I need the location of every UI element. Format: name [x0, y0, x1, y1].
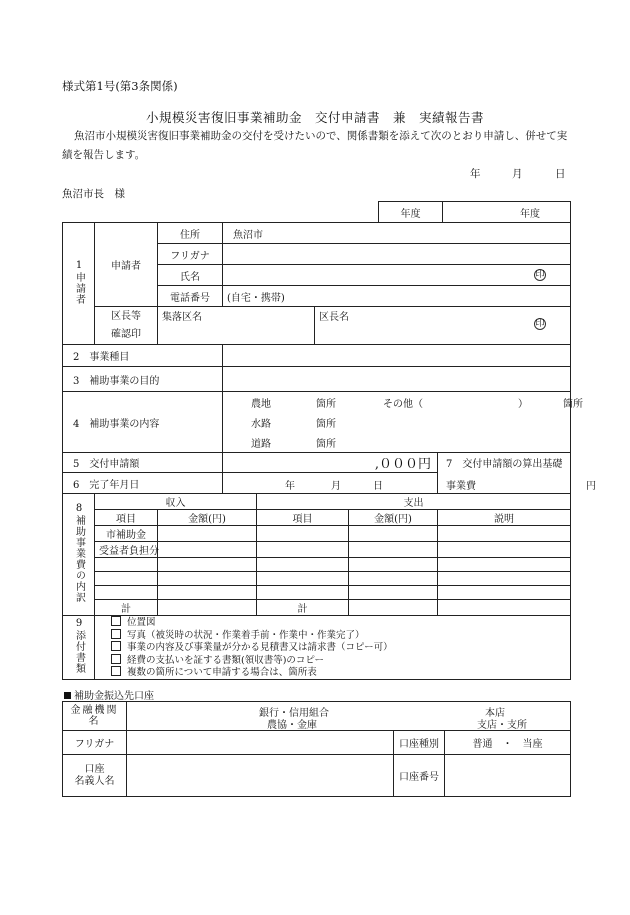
attachment-item: 経費の支払いを証する書類(領収書等)のコピー — [111, 654, 566, 667]
table-row — [63, 600, 571, 616]
account-type-field[interactable]: 普通 ・ 当座 — [445, 731, 571, 755]
expense-total-cell[interactable] — [349, 600, 438, 616]
expense-amount-cell[interactable] — [349, 526, 438, 542]
institution-field[interactable]: 銀行・信用組合 農協・金庫 本店 支店・支所 — [127, 702, 571, 731]
expense-amount-cell[interactable] — [349, 558, 438, 572]
income-amount-cell[interactable] — [158, 586, 257, 600]
expense-total-label: 計 — [257, 600, 349, 616]
fiscal-year-label: 年度 — [379, 202, 443, 223]
fiscal-year-table — [378, 201, 571, 223]
project-purpose-field[interactable] — [223, 367, 571, 392]
table-row — [63, 526, 571, 542]
section-4-label: 4 補助事業の内容 — [63, 392, 223, 453]
attachment-item: 位置図 — [111, 616, 566, 629]
income-total-cell[interactable] — [158, 600, 257, 616]
address-label: 住所 — [158, 223, 223, 244]
bank-furigana-field[interactable] — [127, 731, 394, 755]
furigana-label: フリガナ — [158, 244, 223, 265]
expense-item-cell[interactable] — [257, 542, 349, 558]
expense-amount-header: 金額(円) — [349, 510, 438, 526]
section-8-label-cell: 8補助事業費の内訳 — [63, 494, 95, 616]
attachments-list — [95, 616, 571, 680]
table-row — [63, 558, 571, 572]
description-cell[interactable] — [438, 558, 571, 572]
account-number-field[interactable] — [445, 755, 571, 797]
income-amount-cell[interactable] — [158, 526, 257, 542]
account-number-label: 口座番号 — [394, 755, 445, 797]
table-row — [63, 572, 571, 586]
income-amount-cell[interactable] — [158, 572, 257, 586]
expense-amount-cell[interactable] — [349, 542, 438, 558]
description-total-cell[interactable] — [438, 600, 571, 616]
requested-amount-field[interactable]: ,０００円 — [223, 453, 438, 473]
income-item-cell[interactable] — [95, 572, 158, 586]
intro-text: 魚沼市小規模災害復旧事業補助金の交付を受けたいので、関係書類を添えて次のとおり申請し、併せて実績を報告します。 — [62, 130, 568, 161]
date-year-label: 年 — [470, 168, 481, 180]
bank-furigana-label: フリガナ — [63, 731, 127, 755]
attachment-item: 複数の箇所について申請する場合は、箇所表 — [111, 666, 566, 679]
section-3-label: 3 補助事業の目的 — [63, 367, 223, 392]
description-header: 説明 — [438, 510, 571, 526]
fiscal-year-field[interactable]: 年度 — [443, 202, 571, 223]
income-header: 収入 — [95, 494, 257, 510]
city-subsidy-label: 市補助金 — [95, 526, 158, 542]
checkbox-icon[interactable] — [111, 629, 121, 639]
checkbox-icon[interactable] — [111, 654, 121, 664]
chief-name-field[interactable]: 区長名 印 — [315, 307, 571, 345]
section-1-label-cell: 1申請者 — [63, 223, 95, 345]
expense-amount-cell[interactable] — [349, 586, 438, 600]
section-5-label: 5 交付申請額 — [63, 453, 223, 473]
section-2-label: 2 事業種目 — [63, 345, 223, 367]
square-bullet-icon — [64, 692, 71, 699]
bank-account-table — [62, 701, 571, 797]
project-content-field[interactable]: 農地 箇所 その他（ ） 箇所 水路 箇所 道路 箇所 — [223, 392, 571, 453]
income-item-cell[interactable] — [95, 586, 158, 600]
description-cell[interactable] — [438, 542, 571, 558]
checkbox-icon[interactable] — [111, 641, 121, 651]
name-label: 氏名 — [158, 265, 223, 286]
section-7-label: 7 交付申請額の算出基礎 — [438, 453, 571, 473]
checkbox-icon[interactable] — [111, 666, 121, 676]
section-9-label-cell: 9添付書類 — [63, 616, 95, 680]
table-row — [63, 542, 571, 558]
application-form-table — [62, 222, 596, 680]
expense-item-cell[interactable] — [257, 558, 349, 572]
income-item-header: 項目 — [95, 510, 158, 526]
account-holder-field[interactable] — [127, 755, 394, 797]
furigana-field[interactable] — [223, 244, 571, 265]
income-item-cell[interactable] — [95, 558, 158, 572]
expense-item-cell[interactable] — [257, 586, 349, 600]
district-name-field[interactable]: 集落区名 — [158, 307, 315, 345]
expense-header: 支出 — [257, 494, 571, 510]
description-cell[interactable] — [438, 526, 571, 542]
account-type-label: 口座種別 — [394, 731, 445, 755]
chief-confirm-label: 区長等 確認印 — [95, 307, 158, 345]
chief-seal-mark: 印 — [535, 319, 545, 329]
description-cell[interactable] — [438, 586, 571, 600]
income-amount-header: 金額(円) — [158, 510, 257, 526]
seal-mark: 印 — [535, 270, 545, 280]
attachment-item: 写真（被災時の状況・作業着手前・作業中・作業完了） — [111, 629, 566, 642]
income-amount-cell[interactable] — [158, 542, 257, 558]
bank-account-heading: 補助金振込先口座 — [64, 687, 154, 702]
address-field[interactable]: 魚沼市 — [223, 223, 571, 244]
beneficiary-share-label: 受益者負担分 — [95, 542, 158, 558]
expense-item-cell[interactable] — [257, 572, 349, 586]
name-field[interactable] — [223, 265, 571, 286]
form-number: 様式第1号(第3条関係) — [62, 79, 178, 93]
income-amount-cell[interactable] — [158, 558, 257, 572]
project-type-field[interactable] — [223, 345, 571, 367]
expense-item-cell[interactable] — [257, 526, 349, 542]
table-row — [63, 586, 571, 600]
phone-label: 電話番号 — [158, 286, 223, 307]
checkbox-icon[interactable] — [111, 616, 121, 626]
addressee: 魚沼市長 様 — [62, 188, 125, 200]
section-6-label: 6 完了年月日 — [63, 473, 223, 494]
phone-field[interactable]: (自宅・携帯) — [223, 286, 571, 307]
description-cell[interactable] — [438, 572, 571, 586]
attachment-item: 事業の内容及び事業量が分かる見積書又は請求書（コピー可） — [111, 641, 566, 654]
expense-item-header: 項目 — [257, 510, 349, 526]
income-total-label: 計 — [95, 600, 158, 616]
document-title: 小規模災害復旧事業補助金 交付申請書 兼 実績報告書 — [145, 110, 484, 125]
date-month-label: 月 — [512, 168, 523, 180]
date-day-label: 日 — [555, 168, 566, 180]
completion-date-field[interactable]: 年 月 日 — [223, 473, 438, 494]
account-holder-label: 口座 名義人名 — [63, 755, 127, 797]
expense-amount-cell[interactable] — [349, 572, 438, 586]
institution-label: 金融機関名 — [63, 702, 127, 731]
applicant-label: 申請者 — [95, 223, 158, 307]
project-cost-field[interactable]: 事業費 円 — [438, 473, 571, 494]
